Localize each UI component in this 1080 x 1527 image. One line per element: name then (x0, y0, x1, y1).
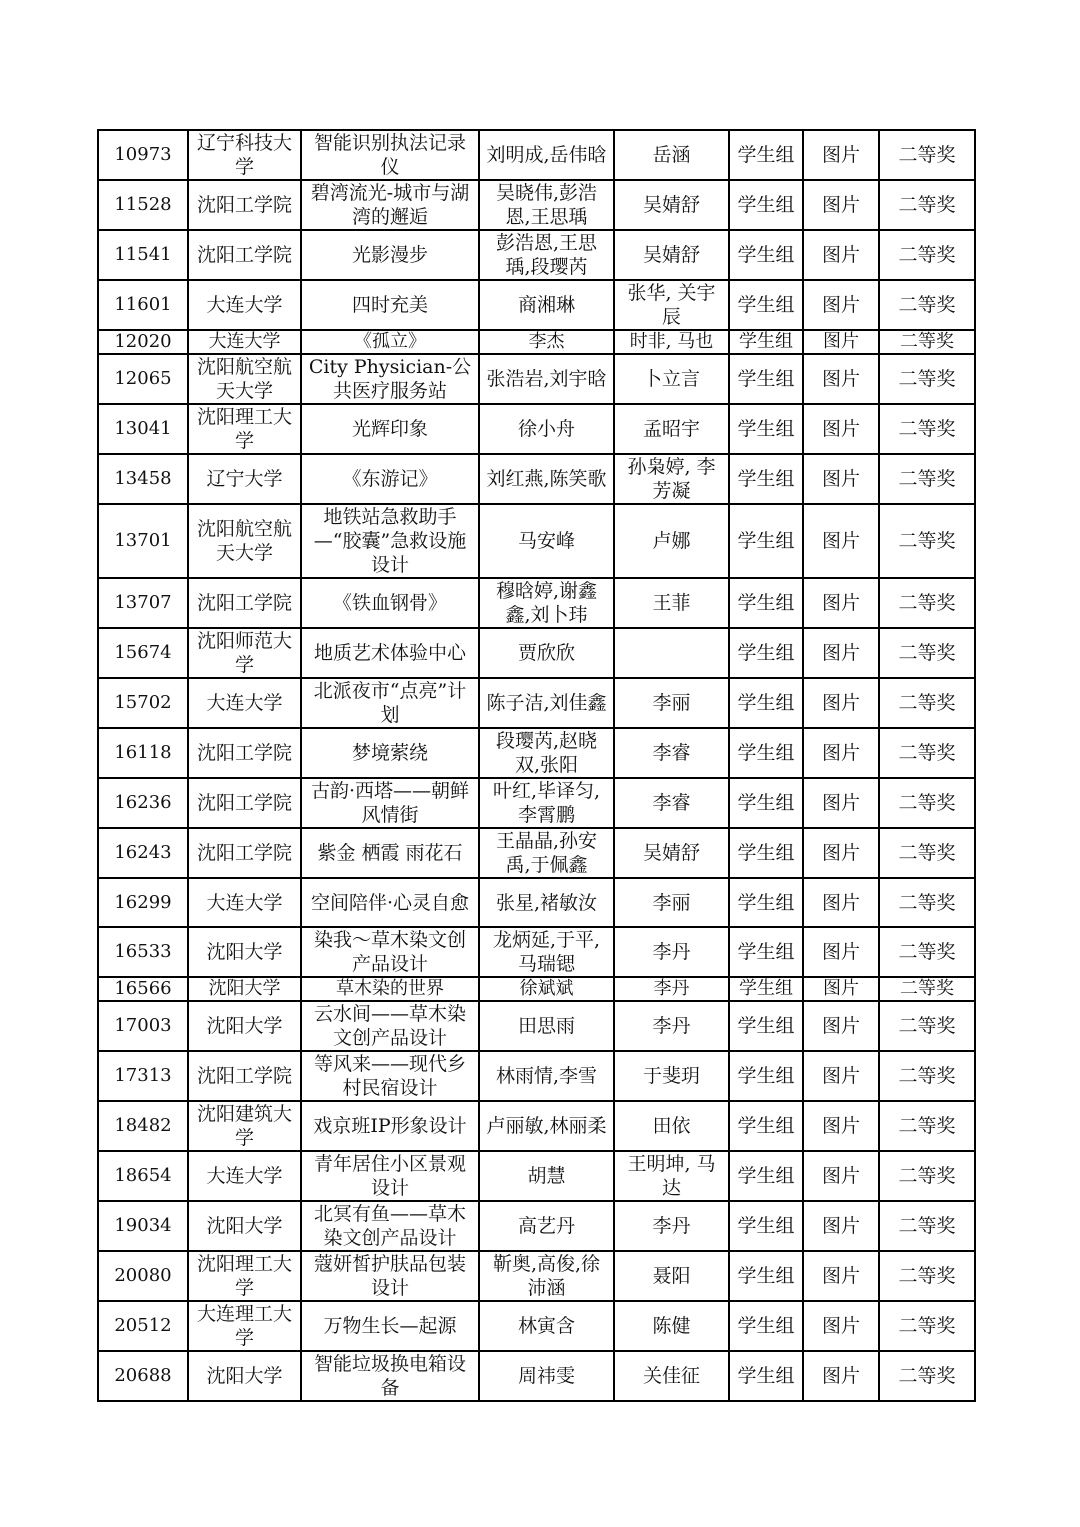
authors-cell: 商湘琳 (479, 280, 614, 330)
advisor-cell: 李丽 (614, 678, 729, 728)
entry-id-cell: 13701 (98, 504, 188, 578)
group-cell: 学生组 (729, 354, 803, 404)
table-row (98, 1001, 975, 1051)
awards-table-body (98, 130, 975, 1401)
entry-id-cell: 13707 (98, 578, 188, 628)
category-cell: 图片 (803, 678, 879, 728)
group-cell: 学生组 (729, 504, 803, 578)
category-cell: 图片 (803, 230, 879, 280)
work-title-cell: 北冥有鱼——草木染文创产品设计 (301, 1201, 479, 1251)
authors-cell: 高艺丹 (479, 1201, 614, 1251)
advisor-cell: 李丹 (614, 927, 729, 977)
authors-cell: 王晶晶,孙安禹,于佩鑫 (479, 828, 614, 878)
entry-id-cell: 16299 (98, 878, 188, 927)
table-row (98, 578, 975, 628)
table-row (98, 180, 975, 230)
category-cell: 图片 (803, 578, 879, 628)
school-cell: 沈阳工学院 (188, 578, 301, 628)
group-cell: 学生组 (729, 130, 803, 180)
table-row (98, 130, 975, 180)
work-title-cell: 《孤立》 (301, 330, 479, 354)
authors-cell: 林寅含 (479, 1301, 614, 1351)
work-title-cell: 光影漫步 (301, 230, 479, 280)
category-cell: 图片 (803, 927, 879, 977)
authors-cell: 马安峰 (479, 504, 614, 578)
work-title-cell: 智能垃圾换电箱设备 (301, 1351, 479, 1401)
school-cell: 沈阳工学院 (188, 1051, 301, 1101)
entry-id-cell: 15702 (98, 678, 188, 728)
group-cell: 学生组 (729, 1051, 803, 1101)
school-cell: 沈阳理工大学 (188, 404, 301, 454)
entry-id-cell: 16533 (98, 927, 188, 977)
award-cell: 二等奖 (879, 1051, 975, 1101)
table-row (98, 678, 975, 728)
school-cell: 大连大学 (188, 280, 301, 330)
advisor-cell: 吴婧舒 (614, 828, 729, 878)
award-cell: 二等奖 (879, 927, 975, 977)
advisor-cell: 孙枭婷, 李芳凝 (614, 454, 729, 504)
authors-cell: 穆晗婷,谢鑫鑫,刘卜玮 (479, 578, 614, 628)
award-cell: 二等奖 (879, 180, 975, 230)
table-row (98, 1151, 975, 1201)
table-row (98, 404, 975, 454)
table-row (98, 354, 975, 404)
advisor-cell: 于斐玥 (614, 1051, 729, 1101)
work-title-cell: 《铁血钢骨》 (301, 578, 479, 628)
authors-cell: 陈子洁,刘佳鑫 (479, 678, 614, 728)
group-cell: 学生组 (729, 1101, 803, 1151)
school-cell: 大连大学 (188, 330, 301, 354)
school-cell: 沈阳工学院 (188, 230, 301, 280)
advisor-cell: 田依 (614, 1101, 729, 1151)
table-row (98, 280, 975, 330)
category-cell: 图片 (803, 280, 879, 330)
award-cell: 二等奖 (879, 280, 975, 330)
award-cell: 二等奖 (879, 1301, 975, 1351)
award-cell: 二等奖 (879, 1351, 975, 1401)
group-cell: 学生组 (729, 678, 803, 728)
school-cell: 沈阳工学院 (188, 778, 301, 828)
category-cell: 图片 (803, 180, 879, 230)
school-cell: 沈阳工学院 (188, 828, 301, 878)
advisor-cell: 聂阳 (614, 1251, 729, 1301)
award-cell: 二等奖 (879, 778, 975, 828)
group-cell: 学生组 (729, 180, 803, 230)
category-cell: 图片 (803, 330, 879, 354)
authors-cell: 徐斌斌 (479, 977, 614, 1001)
entry-id-cell: 20688 (98, 1351, 188, 1401)
awards-table (97, 129, 976, 1402)
table-row (98, 927, 975, 977)
advisor-cell: 时非, 马也 (614, 330, 729, 354)
group-cell: 学生组 (729, 280, 803, 330)
school-cell: 沈阳理工大学 (188, 1251, 301, 1301)
table-row (98, 330, 975, 354)
school-cell: 沈阳大学 (188, 1001, 301, 1051)
school-cell: 辽宁科技大学 (188, 130, 301, 180)
entry-id-cell: 12020 (98, 330, 188, 354)
school-cell: 沈阳大学 (188, 977, 301, 1001)
authors-cell: 吴晓伟,彭浩恩,王思瑀 (479, 180, 614, 230)
table-row (98, 778, 975, 828)
authors-cell: 彭浩恩,王思瑀,段璎芮 (479, 230, 614, 280)
school-cell: 大连大学 (188, 1151, 301, 1201)
school-cell: 沈阳航空航天大学 (188, 354, 301, 404)
table-row (98, 504, 975, 578)
group-cell: 学生组 (729, 828, 803, 878)
work-title-cell: 蔻妍皙护肤品包装设计 (301, 1251, 479, 1301)
entry-id-cell: 17003 (98, 1001, 188, 1051)
school-cell: 沈阳大学 (188, 1201, 301, 1251)
work-title-cell: 碧湾流光-城市与湖湾的邂逅 (301, 180, 479, 230)
work-title-cell: 智能识别执法记录仪 (301, 130, 479, 180)
school-cell: 沈阳师范大学 (188, 628, 301, 678)
advisor-cell (614, 628, 729, 678)
entry-id-cell: 16236 (98, 778, 188, 828)
table-row (98, 728, 975, 778)
category-cell: 图片 (803, 504, 879, 578)
award-cell: 二等奖 (879, 828, 975, 878)
table-row (98, 628, 975, 678)
group-cell: 学生组 (729, 728, 803, 778)
advisor-cell: 吴婧舒 (614, 180, 729, 230)
work-title-cell: 北派夜市“点亮”计划 (301, 678, 479, 728)
group-cell: 学生组 (729, 1151, 803, 1201)
award-cell: 二等奖 (879, 1101, 975, 1151)
advisor-cell: 关佳征 (614, 1351, 729, 1401)
work-title-cell: 紫金 栖霞 雨花石 (301, 828, 479, 878)
advisor-cell: 卜立言 (614, 354, 729, 404)
authors-cell: 李杰 (479, 330, 614, 354)
award-cell: 二等奖 (879, 1001, 975, 1051)
entry-id-cell: 15674 (98, 628, 188, 678)
table-row (98, 977, 975, 1001)
category-cell: 图片 (803, 1151, 879, 1201)
work-title-cell: 万物生长—起源 (301, 1301, 479, 1351)
table-row (98, 1101, 975, 1151)
advisor-cell: 孟昭宇 (614, 404, 729, 454)
school-cell: 沈阳建筑大学 (188, 1101, 301, 1151)
authors-cell: 段璎芮,赵晓双,张阳 (479, 728, 614, 778)
group-cell: 学生组 (729, 778, 803, 828)
award-cell: 二等奖 (879, 728, 975, 778)
category-cell: 图片 (803, 1301, 879, 1351)
award-cell: 二等奖 (879, 330, 975, 354)
authors-cell: 龙炳延,于平,马瑞锶 (479, 927, 614, 977)
entry-id-cell: 12065 (98, 354, 188, 404)
school-cell: 大连理工大学 (188, 1301, 301, 1351)
entry-id-cell: 11601 (98, 280, 188, 330)
table-row (98, 1051, 975, 1101)
authors-cell: 刘明成,岳伟晗 (479, 130, 614, 180)
category-cell: 图片 (803, 728, 879, 778)
table-row (98, 1201, 975, 1251)
award-cell: 二等奖 (879, 977, 975, 1001)
work-title-cell: 光辉印象 (301, 404, 479, 454)
category-cell: 图片 (803, 1201, 879, 1251)
work-title-cell: 等风来——现代乡村民宿设计 (301, 1051, 479, 1101)
entry-id-cell: 18482 (98, 1101, 188, 1151)
advisor-cell: 王明坤, 马达 (614, 1151, 729, 1201)
table-row (98, 1351, 975, 1401)
entry-id-cell: 20512 (98, 1301, 188, 1351)
work-title-cell: 染我～草木染文创产品设计 (301, 927, 479, 977)
work-title-cell: 草木染的世界 (301, 977, 479, 1001)
advisor-cell: 岳涵 (614, 130, 729, 180)
award-cell: 二等奖 (879, 404, 975, 454)
advisor-cell: 吴婧舒 (614, 230, 729, 280)
work-title-cell: 云水间——草木染文创产品设计 (301, 1001, 479, 1051)
advisor-cell: 李丹 (614, 977, 729, 1001)
school-cell: 大连大学 (188, 678, 301, 728)
table-row (98, 454, 975, 504)
authors-cell: 卢丽敏,林丽柔 (479, 1101, 614, 1151)
school-cell: 辽宁大学 (188, 454, 301, 504)
category-cell: 图片 (803, 130, 879, 180)
work-title-cell: 青年居住小区景观设计 (301, 1151, 479, 1201)
entry-id-cell: 11528 (98, 180, 188, 230)
work-title-cell: 地铁站急救助手—“胶囊”急救设施设计 (301, 504, 479, 578)
category-cell: 图片 (803, 778, 879, 828)
entry-id-cell: 10973 (98, 130, 188, 180)
work-title-cell: 梦境萦绕 (301, 728, 479, 778)
category-cell: 图片 (803, 878, 879, 927)
entry-id-cell: 11541 (98, 230, 188, 280)
school-cell: 沈阳工学院 (188, 728, 301, 778)
award-cell: 二等奖 (879, 678, 975, 728)
award-cell: 二等奖 (879, 1151, 975, 1201)
award-cell: 二等奖 (879, 130, 975, 180)
entry-id-cell: 17313 (98, 1051, 188, 1101)
advisor-cell: 王菲 (614, 578, 729, 628)
category-cell: 图片 (803, 828, 879, 878)
group-cell: 学生组 (729, 977, 803, 1001)
group-cell: 学生组 (729, 927, 803, 977)
work-title-cell: 《东游记》 (301, 454, 479, 504)
entry-id-cell: 19034 (98, 1201, 188, 1251)
group-cell: 学生组 (729, 404, 803, 454)
work-title-cell: 四时充美 (301, 280, 479, 330)
authors-cell: 张浩岩,刘宇晗 (479, 354, 614, 404)
work-title-cell: 戏京班IP形象设计 (301, 1101, 479, 1151)
authors-cell: 叶红,毕译匀,李霄鹏 (479, 778, 614, 828)
table-row (98, 230, 975, 280)
authors-cell: 刘红燕,陈笑歌 (479, 454, 614, 504)
work-title-cell: 地质艺术体验中心 (301, 628, 479, 678)
group-cell: 学生组 (729, 454, 803, 504)
entry-id-cell: 16566 (98, 977, 188, 1001)
entry-id-cell: 18654 (98, 1151, 188, 1201)
group-cell: 学生组 (729, 230, 803, 280)
category-cell: 图片 (803, 628, 879, 678)
category-cell: 图片 (803, 354, 879, 404)
entry-id-cell: 16243 (98, 828, 188, 878)
entry-id-cell: 16118 (98, 728, 188, 778)
award-cell: 二等奖 (879, 578, 975, 628)
category-cell: 图片 (803, 1051, 879, 1101)
table-row (98, 878, 975, 927)
work-title-cell: 空间陪伴·心灵自愈 (301, 878, 479, 927)
group-cell: 学生组 (729, 1301, 803, 1351)
group-cell: 学生组 (729, 1001, 803, 1051)
advisor-cell: 卢娜 (614, 504, 729, 578)
group-cell: 学生组 (729, 1201, 803, 1251)
advisor-cell: 李丹 (614, 1201, 729, 1251)
school-cell: 沈阳大学 (188, 927, 301, 977)
advisor-cell: 李丹 (614, 1001, 729, 1051)
table-row (98, 1251, 975, 1301)
school-cell: 沈阳大学 (188, 1351, 301, 1401)
award-cell: 二等奖 (879, 628, 975, 678)
award-cell: 二等奖 (879, 504, 975, 578)
award-cell: 二等奖 (879, 454, 975, 504)
award-cell: 二等奖 (879, 354, 975, 404)
table-row (98, 828, 975, 878)
group-cell: 学生组 (729, 878, 803, 927)
advisor-cell: 陈健 (614, 1301, 729, 1351)
authors-cell: 林雨情,李雪 (479, 1051, 614, 1101)
category-cell: 图片 (803, 1351, 879, 1401)
category-cell: 图片 (803, 977, 879, 1001)
authors-cell: 贾欣欣 (479, 628, 614, 678)
authors-cell: 靳奥,高俊,徐沛涵 (479, 1251, 614, 1301)
group-cell: 学生组 (729, 1251, 803, 1301)
entry-id-cell: 13458 (98, 454, 188, 504)
work-title-cell: 古韵·西塔——朝鲜风情街 (301, 778, 479, 828)
award-cell: 二等奖 (879, 1201, 975, 1251)
category-cell: 图片 (803, 454, 879, 504)
award-cell: 二等奖 (879, 230, 975, 280)
school-cell: 沈阳工学院 (188, 180, 301, 230)
advisor-cell: 李睿 (614, 778, 729, 828)
category-cell: 图片 (803, 1101, 879, 1151)
category-cell: 图片 (803, 1001, 879, 1051)
category-cell: 图片 (803, 404, 879, 454)
authors-cell: 徐小舟 (479, 404, 614, 454)
group-cell: 学生组 (729, 578, 803, 628)
authors-cell: 周祎雯 (479, 1351, 614, 1401)
group-cell: 学生组 (729, 628, 803, 678)
authors-cell: 胡慧 (479, 1151, 614, 1201)
authors-cell: 张星,褚敏汝 (479, 878, 614, 927)
advisor-cell: 张华, 关宇辰 (614, 280, 729, 330)
award-cell: 二等奖 (879, 878, 975, 927)
group-cell: 学生组 (729, 330, 803, 354)
entry-id-cell: 13041 (98, 404, 188, 454)
advisor-cell: 李丽 (614, 878, 729, 927)
table-row (98, 1301, 975, 1351)
category-cell: 图片 (803, 1251, 879, 1301)
entry-id-cell: 20080 (98, 1251, 188, 1301)
work-title-cell: City Physician-公共医疗服务站 (301, 354, 479, 404)
school-cell: 大连大学 (188, 878, 301, 927)
advisor-cell: 李睿 (614, 728, 729, 778)
school-cell: 沈阳航空航天大学 (188, 504, 301, 578)
authors-cell: 田思雨 (479, 1001, 614, 1051)
award-cell: 二等奖 (879, 1251, 975, 1301)
group-cell: 学生组 (729, 1351, 803, 1401)
